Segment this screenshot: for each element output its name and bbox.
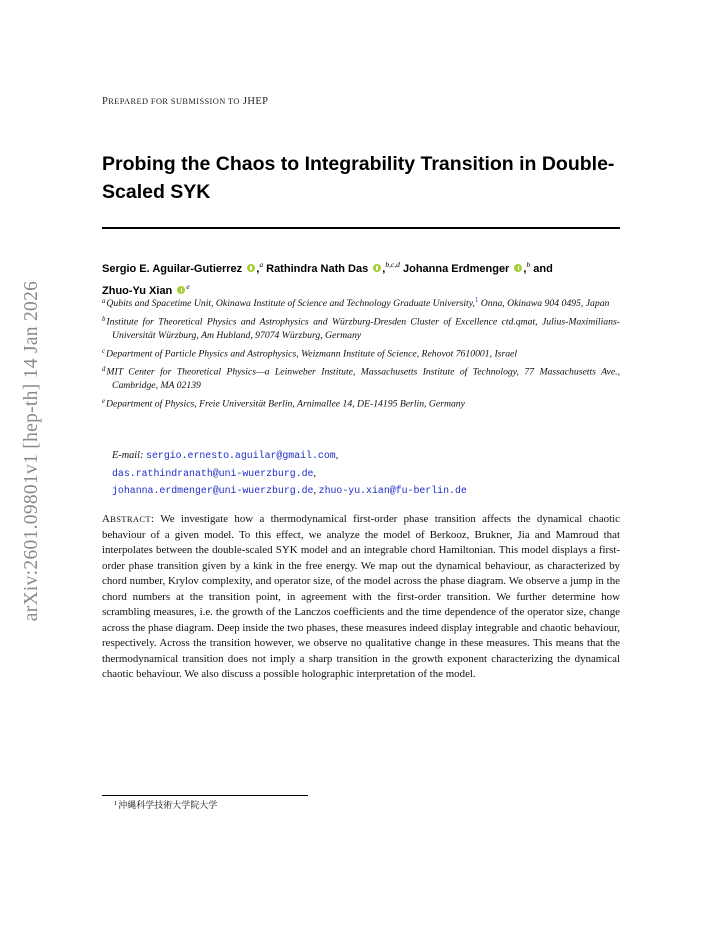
email-link[interactable]: zhuo-yu.xian@fu-berlin.de — [318, 485, 467, 497]
affiliation-text: Department of Physics, Freie Universität Berlin, Arnimallee 14, DE-14195 Berlin, Germany — [106, 398, 465, 410]
affiliation-text: Institute for Theoretical Physics and Astrophysics and Würzburg-Dresden Cluster of Excellence ctd.qmat, Julius-Maximilians-Universität Würzburg, Am Hubland, 97074 Würzburg, Germany — [106, 316, 620, 341]
author-list: Sergio E. Aguilar-Gutierrez ,$^a$ Rathindra Nath Das ,$^{b,c,d}$ Johanna Erdmenger ,$^b$ and Zhuo-Yu Xian $^e$ — [102, 260, 553, 297]
affiliation-item — [102, 345, 620, 361]
email-block: E-mail: sergio.ernesto.aguilar@gmail.com, das.rathindranath@uni-wuerzburg.de, johanna.erdmenger@uni-wuerzburg.de, zhuo-yu.xian@fu-berlin.de — [112, 450, 467, 497]
email-link[interactable]: johanna.erdmenger@uni-wuerzburg.de — [112, 485, 314, 497]
abstract-label — [102, 513, 154, 525]
header-initial: P — [102, 96, 109, 107]
abstract-label-initial: A — [102, 513, 111, 525]
affiliation-mark: b — [102, 316, 106, 323]
email-link[interactable]: sergio.ernesto.aguilar@gmail.com — [146, 450, 336, 461]
author-name: Rathindra Nath Das — [266, 263, 369, 275]
affiliation-item — [102, 294, 620, 310]
affiliation-item — [102, 313, 620, 342]
affiliation-mark: a — [102, 297, 106, 305]
footnote-text: 沖縄科学技術大学院大学 — [118, 800, 218, 810]
footnote-rule — [102, 795, 308, 796]
email-label: E-mail: — [112, 450, 144, 461]
affiliation-text: Qubits and Spacetime Unit, Okinawa Institute of Science and Technology Graduate University, — [106, 298, 475, 309]
orcid-icon[interactable] — [373, 264, 381, 272]
email-link[interactable]: das.rathindranath@uni-wuerzburg.de — [112, 467, 314, 479]
affiliation-mark: e — [102, 398, 106, 406]
author-affil-mark: a — [259, 260, 264, 269]
footnote — [114, 798, 217, 811]
author-name: Sergio E. Aguilar-Gutierrez — [102, 263, 243, 275]
arxiv-identifier — [14, 258, 50, 643]
footnote-link[interactable]: 1 — [474, 297, 479, 304]
affiliation-text: MIT Center for Theoretical Physics—a Leinweber Institute, Massachusetts Institute of Technology, 77 Massachusetts Ave., Cambridge, MA 02139 — [106, 366, 620, 392]
paper-title: Probing the Chaos to Integrability Transition in Double-Scaled SYK — [102, 153, 615, 203]
author-affil-mark: b,c,d — [385, 260, 400, 269]
and-word: and — [533, 263, 553, 275]
author-affil-mark: e — [186, 282, 190, 291]
affiliations — [102, 294, 620, 414]
arxiv-identifier-text: arXiv:2601.09801v1 [hep-th] 14 Jan 2026 — [21, 280, 42, 621]
header-journal: JHEP — [242, 96, 269, 107]
abstract-text: We investigate how a thermodynamical first-order phase transition affects the dynamical chaotic behaviour of a given model. To this effect, we analyze the model of Berkooz, Brukner, Jia and Mamroud that interpolates between the double-scaled SYK model and an integrable chord Hamiltonian. This model displays a first-order phase transition given by a kink in the free energy. We map out the dynamical behaviour, as characterized by chord number, Krylov complexity, and operator size, of the model across the phase diagram. We observe a jump in the chord numbers at the transition point, in agreement with the first-order transition. We further determine how scrambling measures, i.e. the growth of the Lanczos coefficients and the time dependence of the operator size, change across the phase diagram. Deep inside the two phases, these measures indeed display integrable and chaotic behaviour, respectively. Across the transition however, we observe no qualitative change in these measures. This means that the thermodynamical transition does not imply a sharp transition in the growth exponent characterizing the dynamical chaotic behaviour. We also discuss a possible holographic interpretation of the model. — [102, 513, 620, 681]
abstract-label-smallcaps: BSTRACT — [110, 514, 151, 524]
affiliation-item — [102, 363, 620, 392]
orcid-icon[interactable] — [177, 286, 185, 294]
abstract — [102, 512, 620, 683]
footnote-mark: 1 — [114, 800, 118, 807]
affiliation-mark: c — [102, 347, 106, 355]
title-rule — [102, 227, 620, 229]
abstract-label-colon: : — [150, 513, 155, 525]
affiliation-text: Department of Particle Physics and Astrophysics, Weizmann Institute of Science, Rehovot 7610001, Israel — [106, 348, 518, 360]
header-smallcaps: REPARED FOR SUBMISSION TO — [108, 97, 240, 106]
orcid-icon[interactable] — [514, 264, 522, 272]
journal-header — [102, 96, 268, 107]
author-name: Johanna Erdmenger — [402, 263, 510, 275]
affiliation-text-cont: Onna, Okinawa 904 0495, Japan — [480, 298, 610, 309]
author-name: Zhuo-Yu Xian — [102, 285, 173, 297]
orcid-icon[interactable] — [247, 264, 255, 272]
affiliation-mark: d — [102, 366, 106, 374]
affiliation-item — [102, 395, 620, 411]
author-affil-mark: b — [526, 260, 531, 269]
